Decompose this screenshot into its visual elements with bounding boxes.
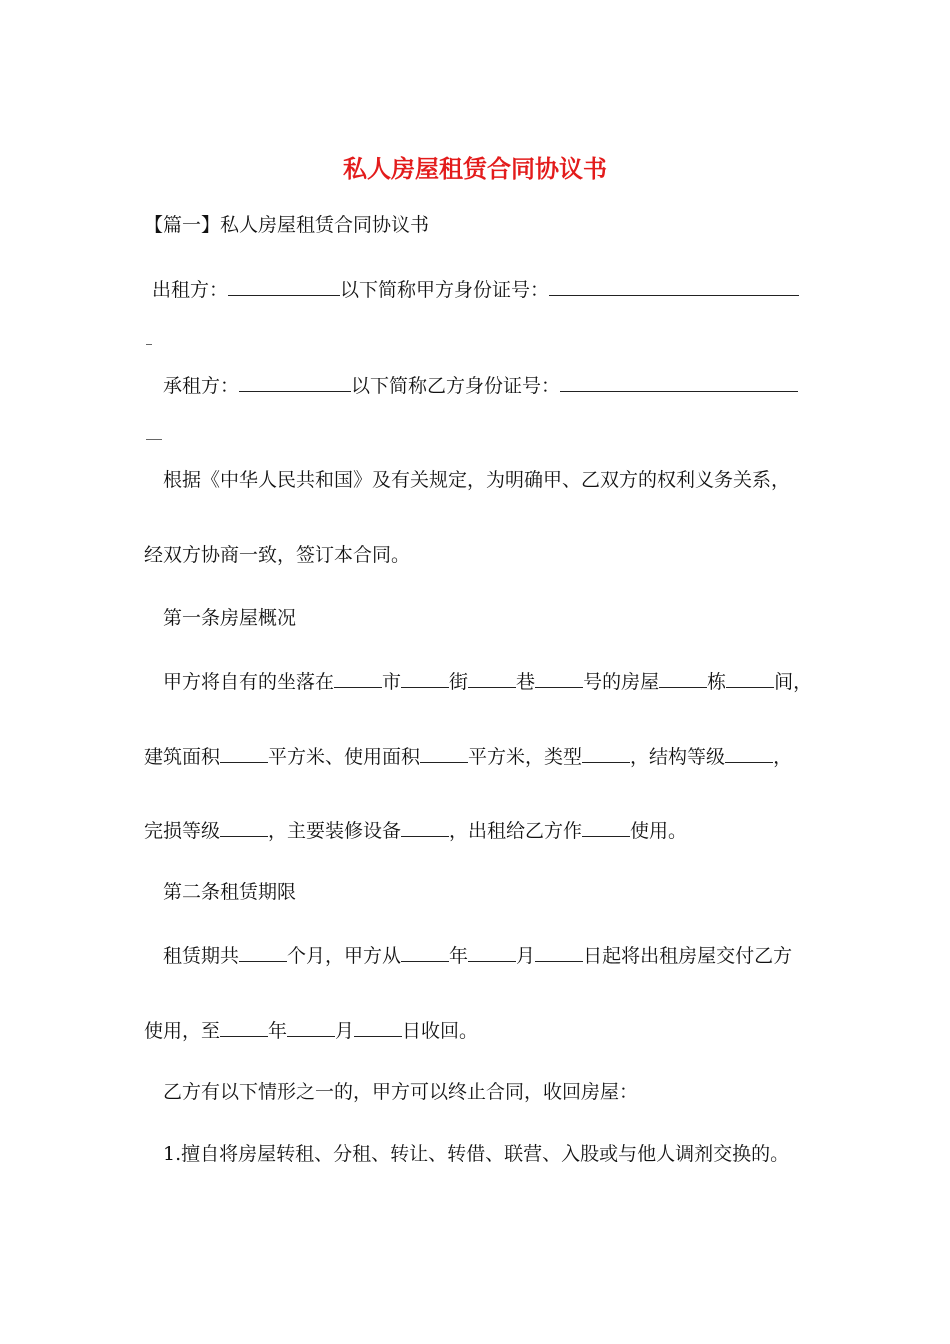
text-seg: 甲方将自有的坐落在 [163, 671, 335, 693]
start-year-blank [401, 941, 449, 962]
text-seg: ，主要装修设备 [268, 820, 402, 842]
lessor-label: 出租方： [152, 279, 229, 301]
lessee-name-blank [239, 371, 351, 392]
text-seg: 年 [449, 945, 469, 967]
city-blank [334, 667, 382, 688]
lessor-line [152, 275, 799, 303]
text-seg: 租赁期共 [163, 945, 240, 967]
text-seg: 月 [335, 1020, 355, 1042]
lessor-tail-underline [146, 344, 152, 345]
text-seg: 个月，甲方从 [287, 945, 402, 967]
text-seg: 街 [449, 671, 469, 693]
end-day-blank [354, 1016, 402, 1037]
lessee-tail-underline [146, 439, 162, 440]
usage-blank [582, 816, 630, 837]
text-seg: 使用，至 [144, 1020, 221, 1042]
text-seg: 年 [268, 1020, 288, 1042]
termination-intro: 乙方有以下情形之一的，甲方可以终止合同，收回房屋： [163, 1081, 639, 1103]
text-seg: ， [773, 746, 793, 768]
text-seg: 完损等级 [144, 820, 221, 842]
lessee-label: 承租方： [163, 375, 240, 397]
text-seg: 平方米，类型 [468, 746, 583, 768]
start-month-blank [468, 941, 516, 962]
article2-heading: 第二条租赁期限 [163, 881, 297, 903]
intro-line-1: 根据《中华人民共和国》及有关规定，为明确甲、乙双方的权利义务关系， [163, 469, 791, 491]
lessee-id-label: 以下简称乙方身份证号： [351, 375, 561, 397]
text-seg: ，出租给乙方作 [449, 820, 583, 842]
lessor-id-blank [549, 275, 799, 296]
article1-line-2 [144, 742, 792, 770]
article2-line-2 [144, 1016, 478, 1044]
text-seg: 间， [774, 671, 813, 693]
lane-blank [468, 667, 516, 688]
structure-grade-blank [725, 742, 773, 763]
text-seg: 建筑面积 [144, 746, 221, 768]
lessor-name-blank [228, 275, 340, 296]
lessor-id-label: 以下简称甲方身份证号： [340, 279, 550, 301]
lessee-line [163, 371, 798, 399]
text-seg: 栋 [707, 671, 727, 693]
end-month-blank [287, 1016, 335, 1037]
months-blank [239, 941, 287, 962]
clause-number: 1. [163, 1143, 182, 1165]
text-seg: 号的房屋 [583, 671, 660, 693]
type-blank [582, 742, 630, 763]
building-blank [659, 667, 707, 688]
end-year-blank [220, 1016, 268, 1037]
text-seg: ，结构等级 [630, 746, 726, 768]
street-blank [401, 667, 449, 688]
start-day-blank [535, 941, 583, 962]
text-seg: 平方米、使用面积 [268, 746, 421, 768]
article1-line-1 [163, 667, 812, 695]
intro-line-2: 经双方协商一致，签订本合同。 [144, 544, 411, 566]
text-seg: 巷 [516, 671, 536, 693]
section-heading: 【篇一】私人房屋租赁合同协议书 [144, 214, 430, 236]
text-seg: 月 [516, 945, 536, 967]
number-blank [535, 667, 583, 688]
article1-line-3 [144, 816, 687, 844]
clause-1 [163, 1141, 789, 1167]
article1-heading: 第一条房屋概况 [163, 607, 297, 629]
document-title: 私人房屋租赁合同协议书 [343, 154, 607, 183]
clause-text: 擅自将房屋转租、分租、转让、转借、联营、入股或与他人调剂交换的。 [181, 1143, 790, 1165]
usable-area-blank [420, 742, 468, 763]
text-seg: 使用。 [630, 820, 688, 842]
text-seg: 日起将出租房屋交付乙方 [583, 945, 793, 967]
building-area-blank [220, 742, 268, 763]
text-seg: 市 [382, 671, 402, 693]
lessee-id-blank [560, 371, 798, 392]
text-seg: 日收回。 [402, 1020, 479, 1042]
equipment-blank [401, 816, 449, 837]
damage-grade-blank [220, 816, 268, 837]
article2-line-1 [163, 941, 792, 969]
room-blank [726, 667, 774, 688]
